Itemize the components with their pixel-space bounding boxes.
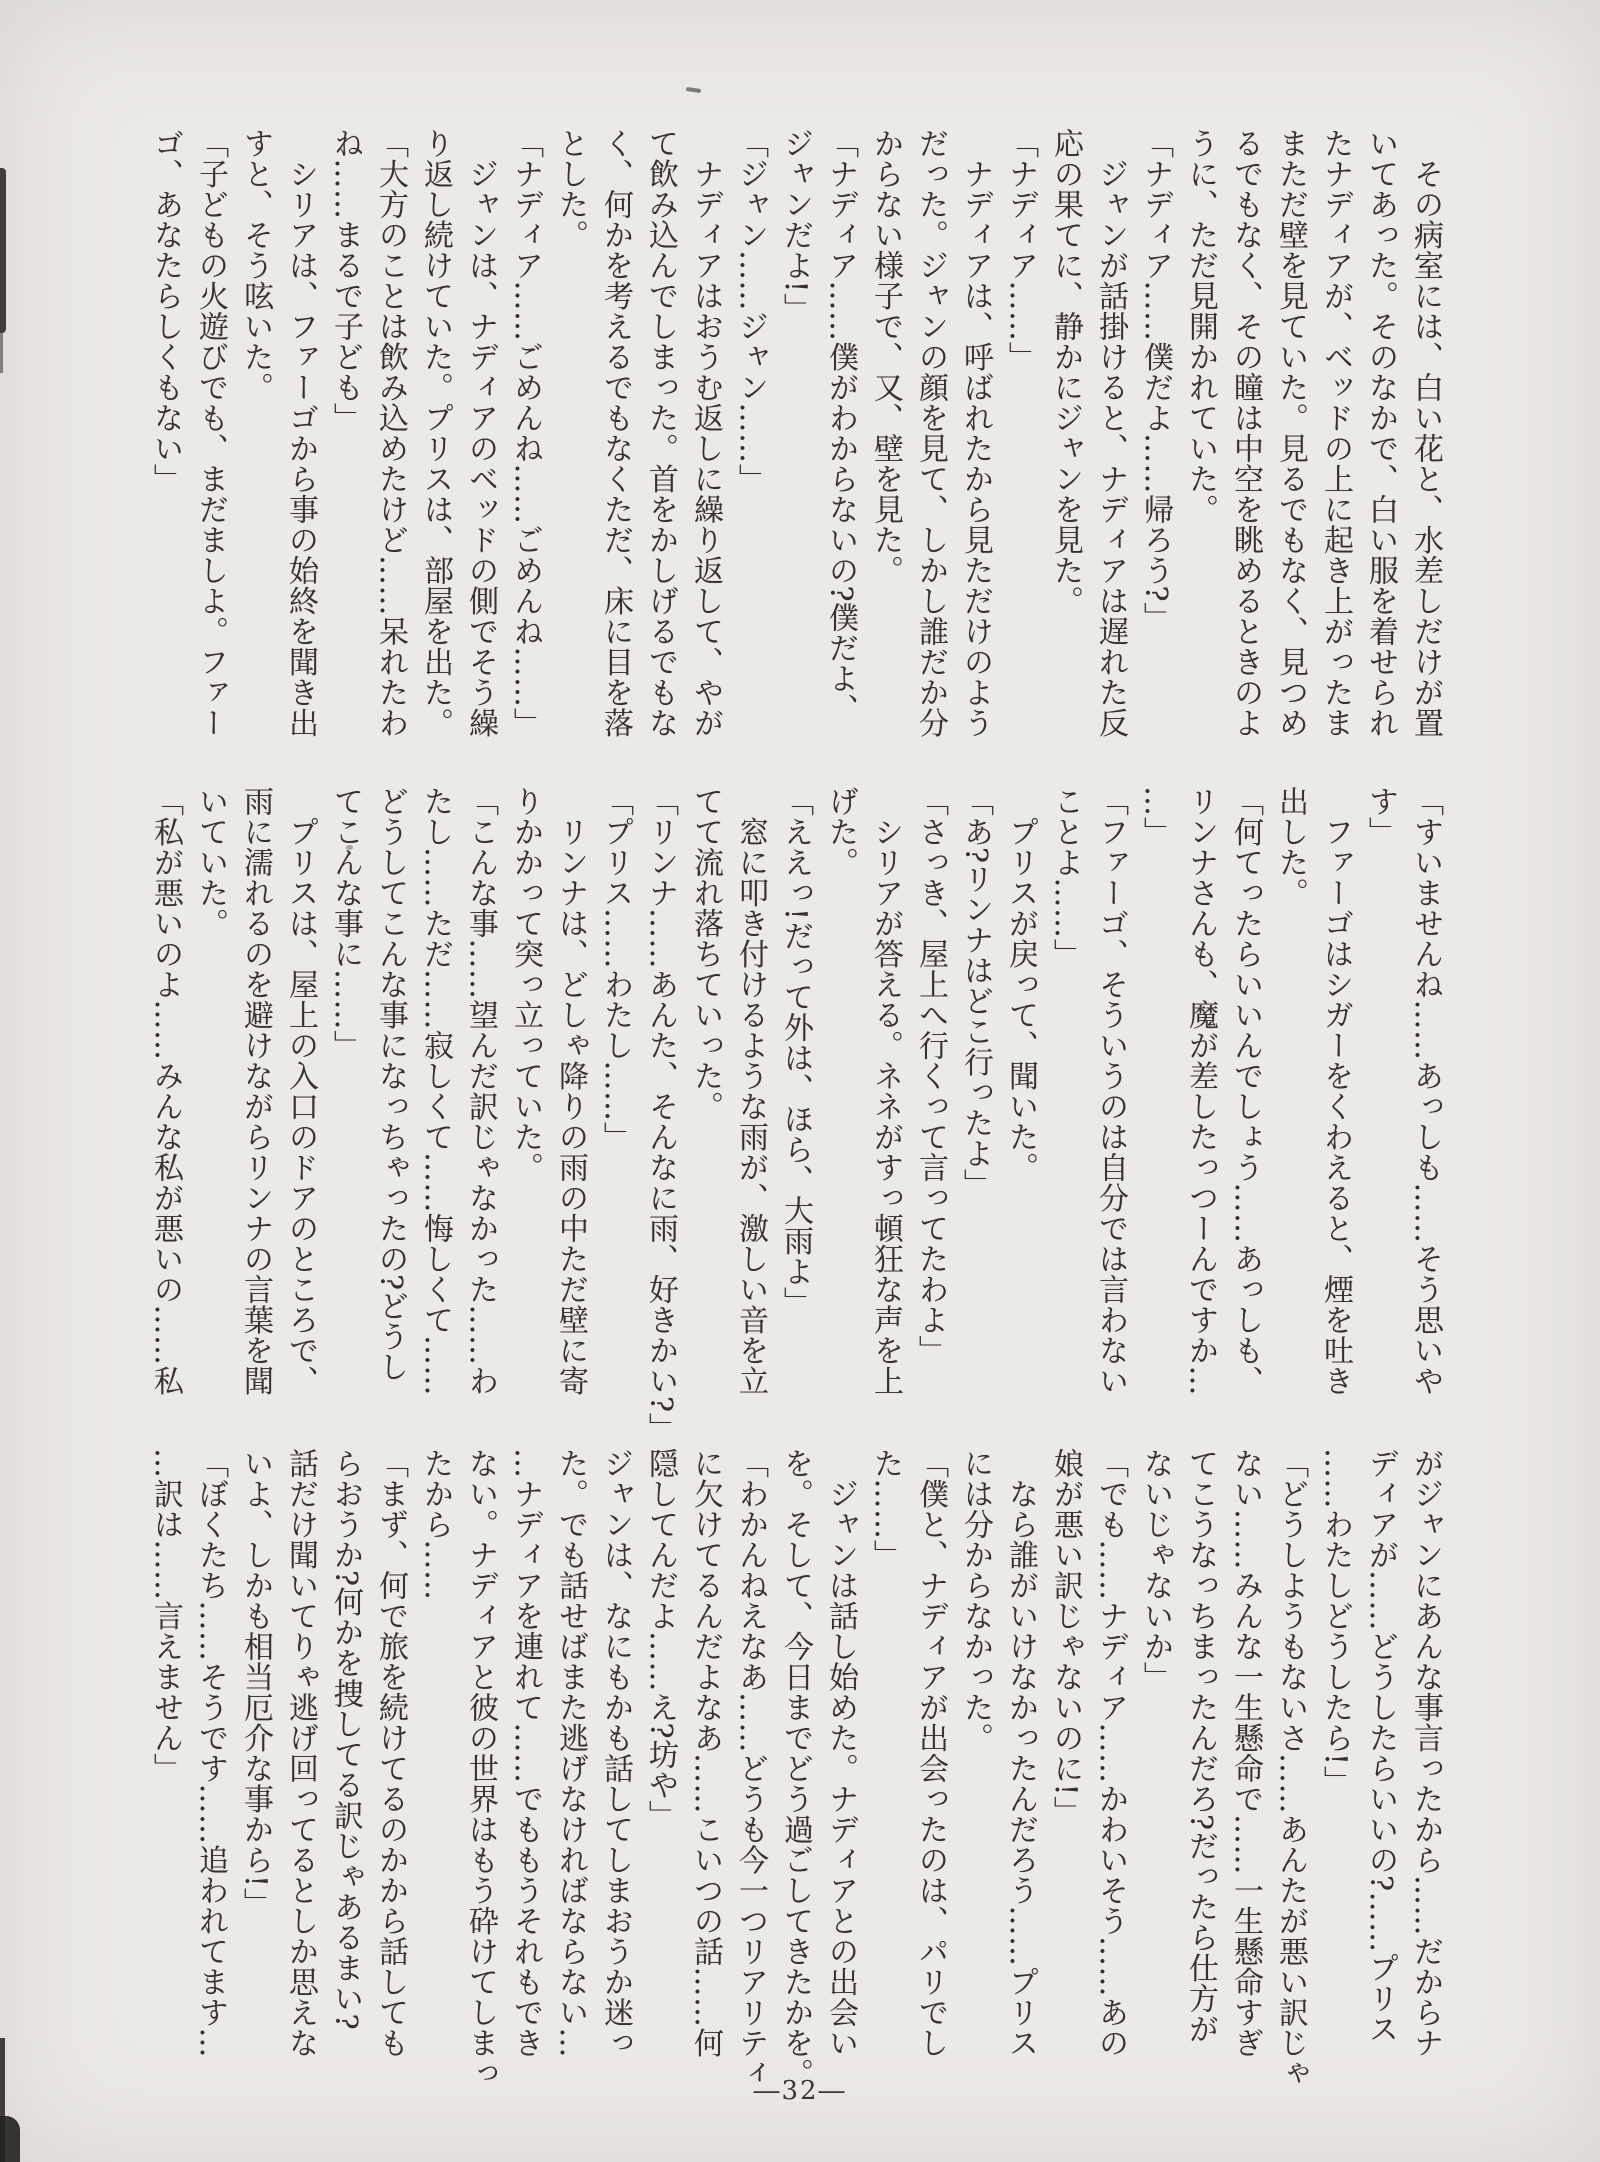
text-column: た。でも話せばまた逃げなければならない… [553,1448,588,2058]
text-column: リンナさんも、魔が差したっつーんですか… [1183,786,1218,1396]
scan-artifact-speck [346,845,353,850]
text-column: ジャンだよ!」 [778,128,813,324]
text-column: いよ、しかも相当厄介な事から!」 [238,1448,273,1919]
text-column: リンナは、どしゃ降りの雨の中ただ壁に寄 [553,786,588,1396]
text-column: たナディアが、ベッドの上に起き上がったま [1318,128,1353,738]
text-column: 「あ?リンナはどこ行ったよ」 [958,786,993,1200]
text-column: す」 [1363,786,1398,847]
text-column: く、何かを考えるでもなくただ、床に目を落 [598,128,633,738]
text-column: 「さっき、屋上へ行くって言ってたわよ」 [913,786,948,1366]
scan-artifact-left-mid [0,333,3,373]
text-column: 「ジャン……ジャン……」 [733,128,768,494]
text-column: とした。 [553,128,588,250]
text-column: た……」 [868,1448,903,1570]
text-column: 隠してんだよ……え?坊や」 [643,1448,678,1831]
text-column: 「まず、何で旅を続けてるのかから話しても [373,1448,408,2058]
text-column: プリスが戻って、聞いた。 [1003,786,1038,1183]
text-column: ない……みんな一生懸命で……一生懸命すぎ [1228,1448,1263,2058]
text-column: 応の果てに、静かにジャンを見た。 [1048,128,1083,616]
text-column: たから…… [418,1448,453,1601]
text-column: るでもなく、その瞳は中空を眺めるときのよ [1228,128,1263,738]
text-column: どうしてこんな事になっちゃったの?どうし [373,786,408,1383]
text-column: には分からなかった。 [958,1448,993,1753]
text-column: 「ナディア……」 [1003,128,1038,372]
text-column: 「大方のことは飲み込めたけど……呆れたわ [373,128,408,738]
text-column: まただ壁を見ていた。見るでもなく、見つめ [1273,128,1308,738]
text-column: 「何てったらいいんでしょう……あっしも、 [1228,786,1263,1396]
text-column: てこうなっちまったんだろ?だったら仕方が [1183,1448,1218,2045]
text-column: ね……まるで子ども」 [328,128,363,433]
text-column: ナディアはおうむ返しに繰り返して、やが [688,128,723,738]
scan-artifact-dash [686,87,701,93]
text-column: 「リンナ……あんた、そんなに雨、好きかい?」 [643,786,678,1444]
text-column: いていた。 [193,786,228,939]
scan-artifact-corner [0,2116,20,2162]
text-column: らおうか?何かを捜してる訳じゃあるまい? [328,1448,363,2031]
text-column: 娘が悪い訳じゃないのに!」 [1048,1448,1083,1827]
text-column: に欠けてるんだよなあ……こいつの話……何 [688,1448,723,2058]
text-column: て飲み込んでしまった。首をかしげるでもな [643,128,678,738]
text-column: ゴ、あなたらしくもない」 [148,128,183,494]
text-column: 「ナディア……僕がわからないの?僕だよ、 [823,128,858,725]
text-column: 「ナディア……ごめんね……ごめんね……」 [508,128,543,738]
text-column: ないじゃないか」 [1138,1448,1173,1692]
text-column: 「ファーゴ、そういうのは自分では言わない [1093,786,1128,1396]
text-section-top [143,128,1448,748]
text-section-middle [143,786,1448,1444]
text-column: 「子どもの火遊びでも、まだましよ。ファー [193,128,228,738]
text-column: げた。 [823,786,858,878]
text-column: 「プリス……わたし……」 [598,786,633,1152]
text-column: …ナディアを連れて……でももうそれもでき [508,1448,543,2058]
text-column: なら誰がいけなかったんだろう……プリス [1003,1448,1038,2058]
scan-artifact-left-top [0,168,6,333]
text-column: 窓に叩き付けるような雨が、激しい音を立 [733,786,768,1396]
text-column: たし……ただ……寂しくて……悔しくて…… [418,786,453,1396]
text-column: ジャンは、ナディアのベッドの側でそう繰 [463,128,498,738]
text-column: 「こんな事……望んだ訳じゃなかった……わ [463,786,498,1396]
text-column: 雨に濡れるのを避けながらリンナの言葉を聞 [238,786,273,1396]
text-column: がジャンにあんな事言ったから……だからナ [1408,1448,1443,2058]
text-column: からない様子で、又、壁を見た。 [868,128,903,586]
text-column: 話だけ聞いてりゃ逃げ回ってるとしか思えな [283,1448,318,2058]
text-column: 「僕と、ナディアが出会ったのは、パリでし [913,1448,948,2058]
text-column: りかかって突っ立っていた。 [508,786,543,1183]
text-column: 「ええっ!だって外は、ほら、大雨よ」 [778,786,813,1318]
text-column: 「わかんねえなあ……どうも今一つリアリティ [733,1448,768,2089]
text-column: 「ナディア……僕だよ……帰ろう?」 [1138,128,1173,633]
text-column: ジャンが話掛けると、ナディアは遅れた反 [1093,128,1128,738]
text-column: …」 [1138,786,1173,847]
text-section-bottom [143,1448,1448,2089]
text-column: ナディアは、呼ばれたから見ただけのよう [958,128,993,738]
text-column: 出した。 [1273,786,1308,908]
text-column: てて流れ落ちていった。 [688,786,723,1122]
text-column: ジャンは話し始めた。ナディアとの出会い [823,1448,858,2058]
text-column: を。そして、今日までどう過ごしてきたかを。 [778,1448,813,2089]
text-column: 「ぼくたち……そうです……追われてます… [193,1448,228,2058]
text-column: シリアが答える。ネネがすっ頓狂な声を上 [868,786,903,1396]
text-column: ない。ナディアと彼の世界はもう砕けてしまっ [463,1448,498,2089]
text-column: ……わたしどうしたら!」 [1318,1448,1353,1797]
text-column: シリアは、ファーゴから事の始終を聞き出 [283,128,318,738]
text-column: 「でも……ナディア……かわいそう……あの [1093,1448,1128,2058]
text-column: だった。ジャンの顔を見て、しかし誰だか分 [913,128,948,738]
text-column: すと、そう呟いた。 [238,128,273,403]
text-column: 「すいませんね……あっしも……そう思いや [1408,786,1443,1396]
text-column: ファーゴはシガーをくわえると、煙を吐き [1318,786,1353,1396]
text-column: ことよ……」 [1048,786,1083,969]
text-column: うに、ただ見開かれていた。 [1183,128,1218,525]
text-column: その病室には、白い花と、水差しだけが置 [1408,128,1443,738]
text-column: ディアが……どうしたらいいの?……プリス [1363,1448,1398,2045]
text-column: 「どうしようもないさ……あんたが悪い訳じゃ [1273,1448,1308,2089]
text-column: …訳は……言えません」 [148,1448,183,1784]
text-column: いてあった。そのなかで、白い服を着せられ [1363,128,1398,738]
text-column: プリスは、屋上の入口のドアのところで、 [283,786,318,1396]
text-column: てこんな事に……」 [328,786,363,1061]
text-column: り返し続けていた。プリスは、部屋を出た。 [418,128,453,738]
page-number: ―32― [753,2076,847,2106]
text-column: 「私が悪いのよ……みんな私が悪いの……私 [148,786,183,1396]
text-column: ジャンは、なにもかも話してしまおうか迷っ [598,1448,633,2058]
